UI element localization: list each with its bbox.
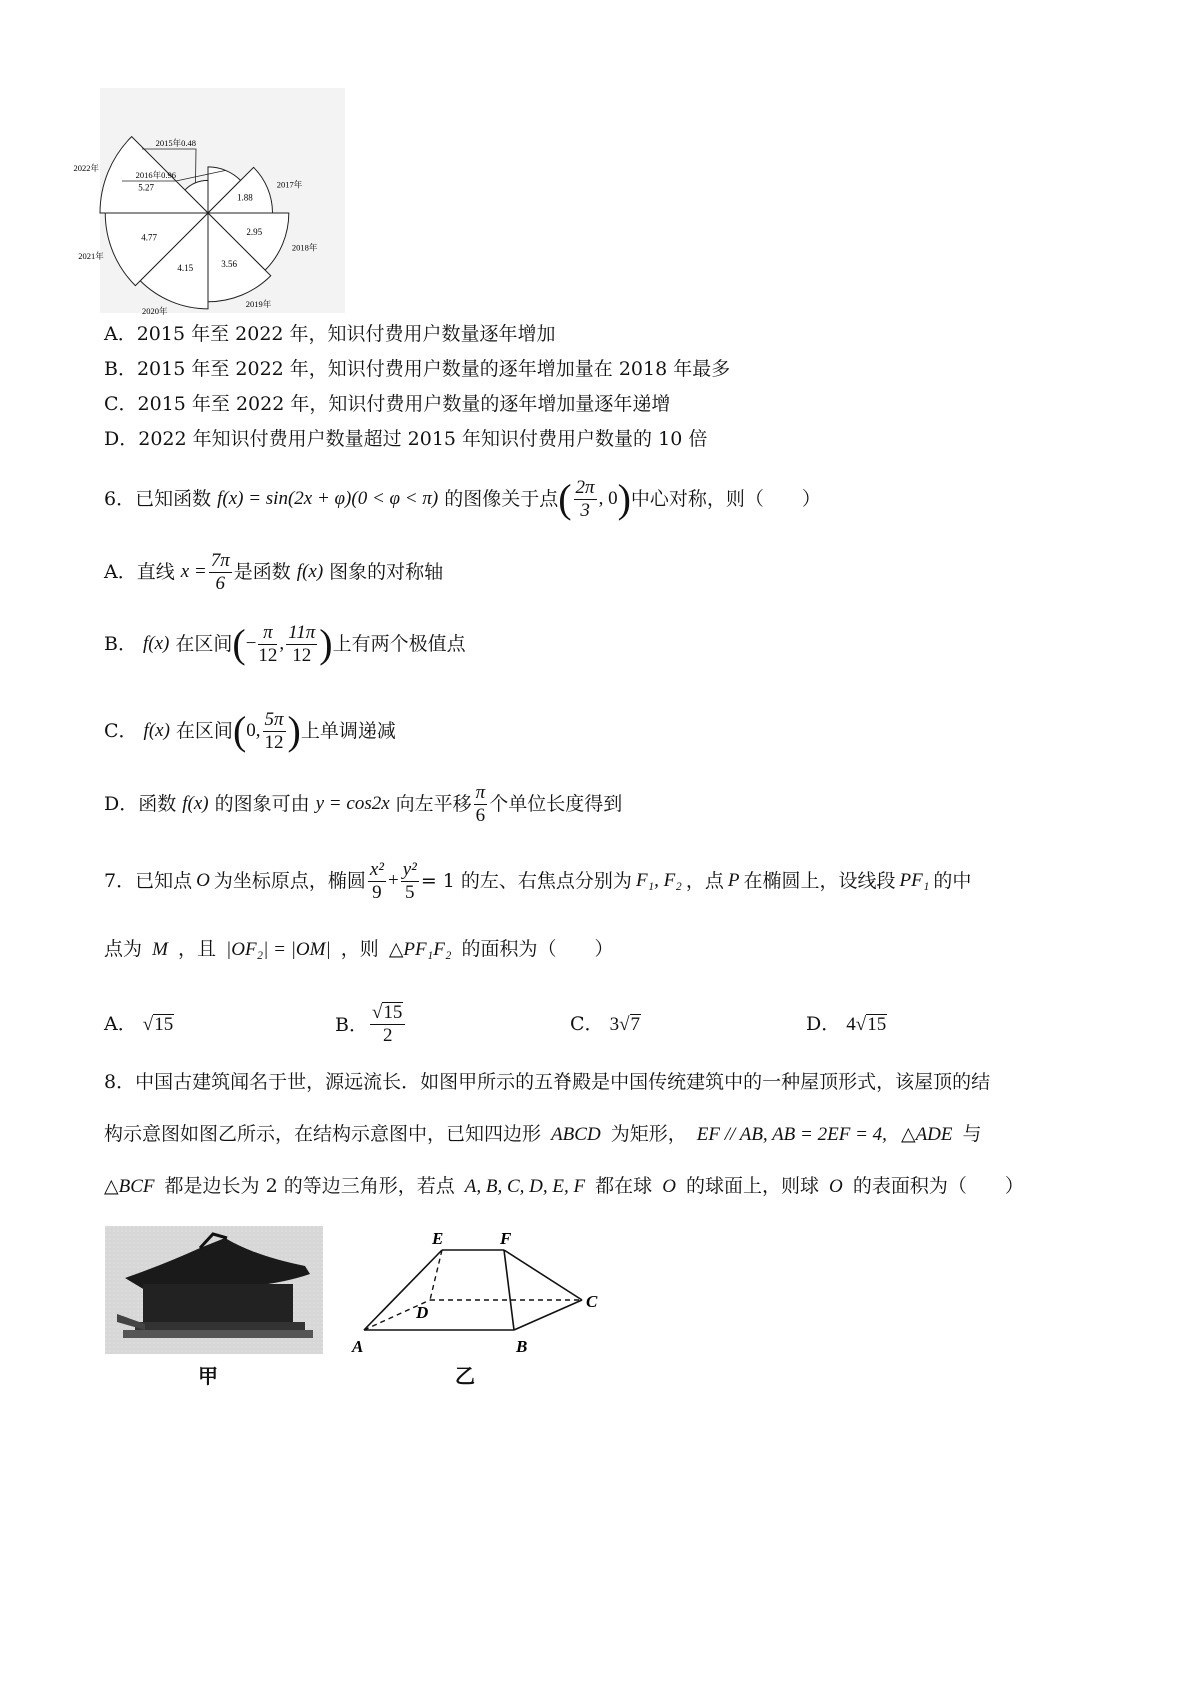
q7-l1-b: 为坐标原点，椭圆 (213, 870, 366, 892)
comma: , (279, 633, 285, 654)
q7-stem-line1 (104, 855, 971, 907)
point-label-d: D (416, 1303, 429, 1322)
q7-frac-x: $\frac{\text{x²}}{9}$ (369, 858, 384, 903)
q6-option-d (104, 778, 622, 830)
q7-l1-f: F₁, F₂ (635, 870, 682, 891)
q7-l1-e: 在椭圆上，设线段 (743, 870, 896, 892)
edge-ed (430, 1250, 442, 1300)
q6-stem (104, 473, 821, 525)
q6-point-frac: $\frac{2\pi}{3}$ (575, 476, 595, 521)
q8-l3-o2: O (829, 1176, 843, 1197)
q7-l2-c: ，则 (340, 938, 379, 960)
sqrt-icon: √ (619, 1014, 630, 1035)
q6-option-a (104, 546, 443, 598)
rose-leader-label: 2015年0.48 (155, 138, 196, 148)
rose-chart (73, 88, 345, 316)
q7-opt-d-label: D． (806, 1013, 841, 1035)
q6-mid: 的图像关于点 (444, 488, 559, 510)
q8-l2-c: 与 (962, 1123, 982, 1145)
q5-option-b: B．2015 年至 2022 年，知识付费用户数量的逐年增加量在 2018 年最多 (104, 358, 731, 380)
q7-opt-c-label: C． (570, 1013, 604, 1035)
q6-d-frac: $\frac{\pi}{6}$ (475, 781, 486, 826)
q6-func: f(x) = sin(2x + φ)(0 < φ < π) (217, 488, 439, 509)
building-photo (105, 1226, 323, 1354)
rose-year-label: 2020年 (141, 305, 168, 316)
rose-year-label: 2018年 (291, 242, 318, 253)
q7-l1-c: = 1 的左、右焦点分别为 (420, 870, 632, 892)
q7-l2-eq: |OF₂| = |OM| (226, 939, 331, 960)
rose-leader-label: 2016年0.96 (135, 170, 176, 180)
q6-c-mid: 在区间 (175, 720, 233, 742)
q7-l1-f2: 的中 (933, 870, 972, 892)
q6-a-x: x = (180, 561, 207, 582)
q7-l1-a: 7．已知点 (104, 870, 193, 892)
q8-l2-abcd: ABCD (551, 1124, 601, 1145)
q7-opt-b-den: 2 (382, 1025, 393, 1046)
point-label-e: E (432, 1229, 444, 1248)
q6-d-end: 个单位长度得到 (489, 793, 623, 815)
q7-l1-o: O (196, 870, 210, 891)
q5-option-d: D．2022 年知识付费用户数量超过 2015 年知识付费用户数量的 10 倍 (104, 428, 708, 450)
q7-l2-a: 点为 (104, 938, 143, 960)
q6-b-end: 上有两个极值点 (332, 633, 466, 655)
q5-option-c: C．2015 年至 2022 年，知识付费用户数量的逐年增加量逐年递增 (104, 393, 671, 415)
q6-b-mid: 在区间 (175, 633, 233, 655)
q6-d-expr: y = cos2x (315, 793, 390, 814)
q6-d-mid2: 向左平移 (395, 793, 472, 815)
q6-c-end: 上单调递减 (300, 720, 396, 742)
q7-l2-m: M (152, 939, 168, 960)
q6-a-end: 图象的对称轴 (329, 561, 444, 583)
q6-option-c (104, 705, 396, 757)
q6-c-frac: $\frac{5\pi}{12}$ (264, 708, 284, 753)
q6-b-frac2: $\frac{11\pi}{12}$ (288, 621, 316, 666)
rose-value-label: 4.15 (177, 262, 194, 273)
q6-prefix: 6．已知函数 (104, 488, 212, 510)
q7-opt-b-value: 15 (383, 1002, 403, 1023)
sqrt-icon: √ (142, 1014, 154, 1035)
q6-b-label: B． (104, 633, 137, 655)
paren-open: ( (232, 708, 247, 753)
sqrt-icon: √ (371, 1002, 383, 1023)
paren-open: ( (232, 621, 246, 666)
q6-c-zero: 0, (246, 720, 261, 741)
q8-line2 (104, 1122, 982, 1147)
rose-year-label: 2021年 (78, 251, 104, 262)
q6-a-frac: $\frac{7\pi}{6}$ (210, 549, 230, 594)
q6-suffix: 中心对称，则（ ） (630, 488, 821, 510)
q8-l2-eq: EF // AB, AB = 2EF = 4, (696, 1124, 887, 1145)
q7-stem-line2 (104, 937, 614, 962)
q6-b-f: f(x) (142, 633, 170, 654)
q7-l2-tri: △PF₁F₂ (388, 939, 452, 960)
q6-d-f: f(x) (182, 793, 209, 814)
q6-a-tail: 是函数 (233, 561, 291, 583)
edge-fb (504, 1250, 514, 1330)
q7-opt-c-coef: 3 (609, 1014, 620, 1035)
q6-point-tail: , 0 (598, 488, 618, 509)
q6-b-frac1: $\frac{\pi}{12}$ (258, 621, 278, 666)
q7-l2-d: 的面积为（ ） (461, 938, 614, 960)
q7-l1-d: ，点 (685, 870, 724, 892)
rose-value-label: 1.88 (237, 192, 253, 203)
point-label-f: F (500, 1229, 512, 1248)
rose-year-label: 2022年 (73, 162, 99, 173)
q7-opt-c-value: 7 (630, 1014, 641, 1035)
geometry-figure (346, 1222, 616, 1362)
fig-jia-label: 甲 (198, 1364, 218, 1388)
q8-l3-pts: A, B, C, D, E, F (464, 1176, 586, 1197)
q8-l3-o: O (662, 1176, 676, 1197)
q8-l3-c: 的球面上，则球 (685, 1175, 819, 1197)
q8-l3-b: 都在球 (595, 1175, 653, 1197)
edge-bc (514, 1300, 582, 1330)
paren-close: ) (287, 708, 301, 753)
fig-yi-label: 乙 (455, 1364, 475, 1388)
q7-opt-d-value: 15 (867, 1014, 887, 1035)
q7-option-d (806, 1012, 887, 1037)
q7-option-b (335, 1002, 407, 1047)
rose-year-label: 2017年 (276, 179, 303, 190)
q7-opt-b-frac (370, 1002, 405, 1047)
paren-close: ) (617, 476, 631, 521)
q8-l3-tri: △BCF (104, 1176, 155, 1197)
paren-open: ( (558, 476, 572, 521)
q7-opt-d-coef: 4 (846, 1014, 856, 1035)
minus-sign: − (245, 633, 257, 654)
q6-a-f: f(x) (296, 561, 324, 582)
q6-c-label: C． (104, 720, 138, 742)
paren-close: ) (319, 621, 333, 666)
q8-l2-b: 为矩形， (610, 1123, 687, 1145)
q7-l1-p: P (727, 870, 740, 891)
q7-opt-b-label: B． (335, 1013, 368, 1036)
edge-fc (504, 1250, 582, 1300)
point-label-a: A (352, 1337, 364, 1356)
q7-l1-pf: PF₁ (899, 870, 930, 891)
rose-value-label: 2.95 (246, 227, 263, 238)
point-label-b: B (516, 1337, 528, 1356)
q5-option-a: A．2015 年至 2022 年，知识付费用户数量逐年增加 (104, 323, 556, 345)
q8-l2-tri: △ADE (900, 1124, 953, 1145)
q6-a-label: A．直线 (104, 561, 175, 583)
rose-value-label: 3.56 (221, 258, 237, 269)
q7-option-a (104, 1012, 174, 1037)
q8-l3-d: 的表面积为（ ） (852, 1175, 1024, 1197)
q8-line3 (104, 1174, 1024, 1199)
q8-l2-a: 构示意图如图乙所示，在结构示意图中，已知四边形 (104, 1123, 542, 1145)
q8-line1: 8．中国古建筑闻名于世，源远流长．如图甲所示的五脊殿是中国传统建筑中的一种屋顶形式，该屋顶的结 (104, 1071, 991, 1093)
plus-sign: + (387, 870, 399, 891)
q7-frac-y: $\frac{\text{y²}}{5}$ (402, 858, 417, 903)
q6-d-mid: 的图象可由 (214, 793, 310, 815)
q7-opt-a-value: 15 (154, 1014, 174, 1035)
sqrt-icon: √ (855, 1014, 867, 1035)
q7-option-c (570, 1012, 641, 1037)
q6-d-label: D．函数 (104, 793, 177, 815)
q7-opt-a-label: A． (104, 1013, 137, 1035)
rose-value-label: 5.27 (138, 182, 154, 193)
rose-year-label: 2019年 (245, 299, 272, 310)
q6-c-f: f(x) (143, 720, 170, 741)
q8-l3-a: 都是边长为 2 的等边三角形，若点 (164, 1175, 455, 1197)
q7-l2-b: ，且 (177, 938, 216, 960)
rose-value-label: 4.77 (141, 232, 157, 243)
point-label-c: C (586, 1292, 598, 1311)
q6-option-b (104, 618, 466, 670)
edge-ea (364, 1250, 442, 1330)
